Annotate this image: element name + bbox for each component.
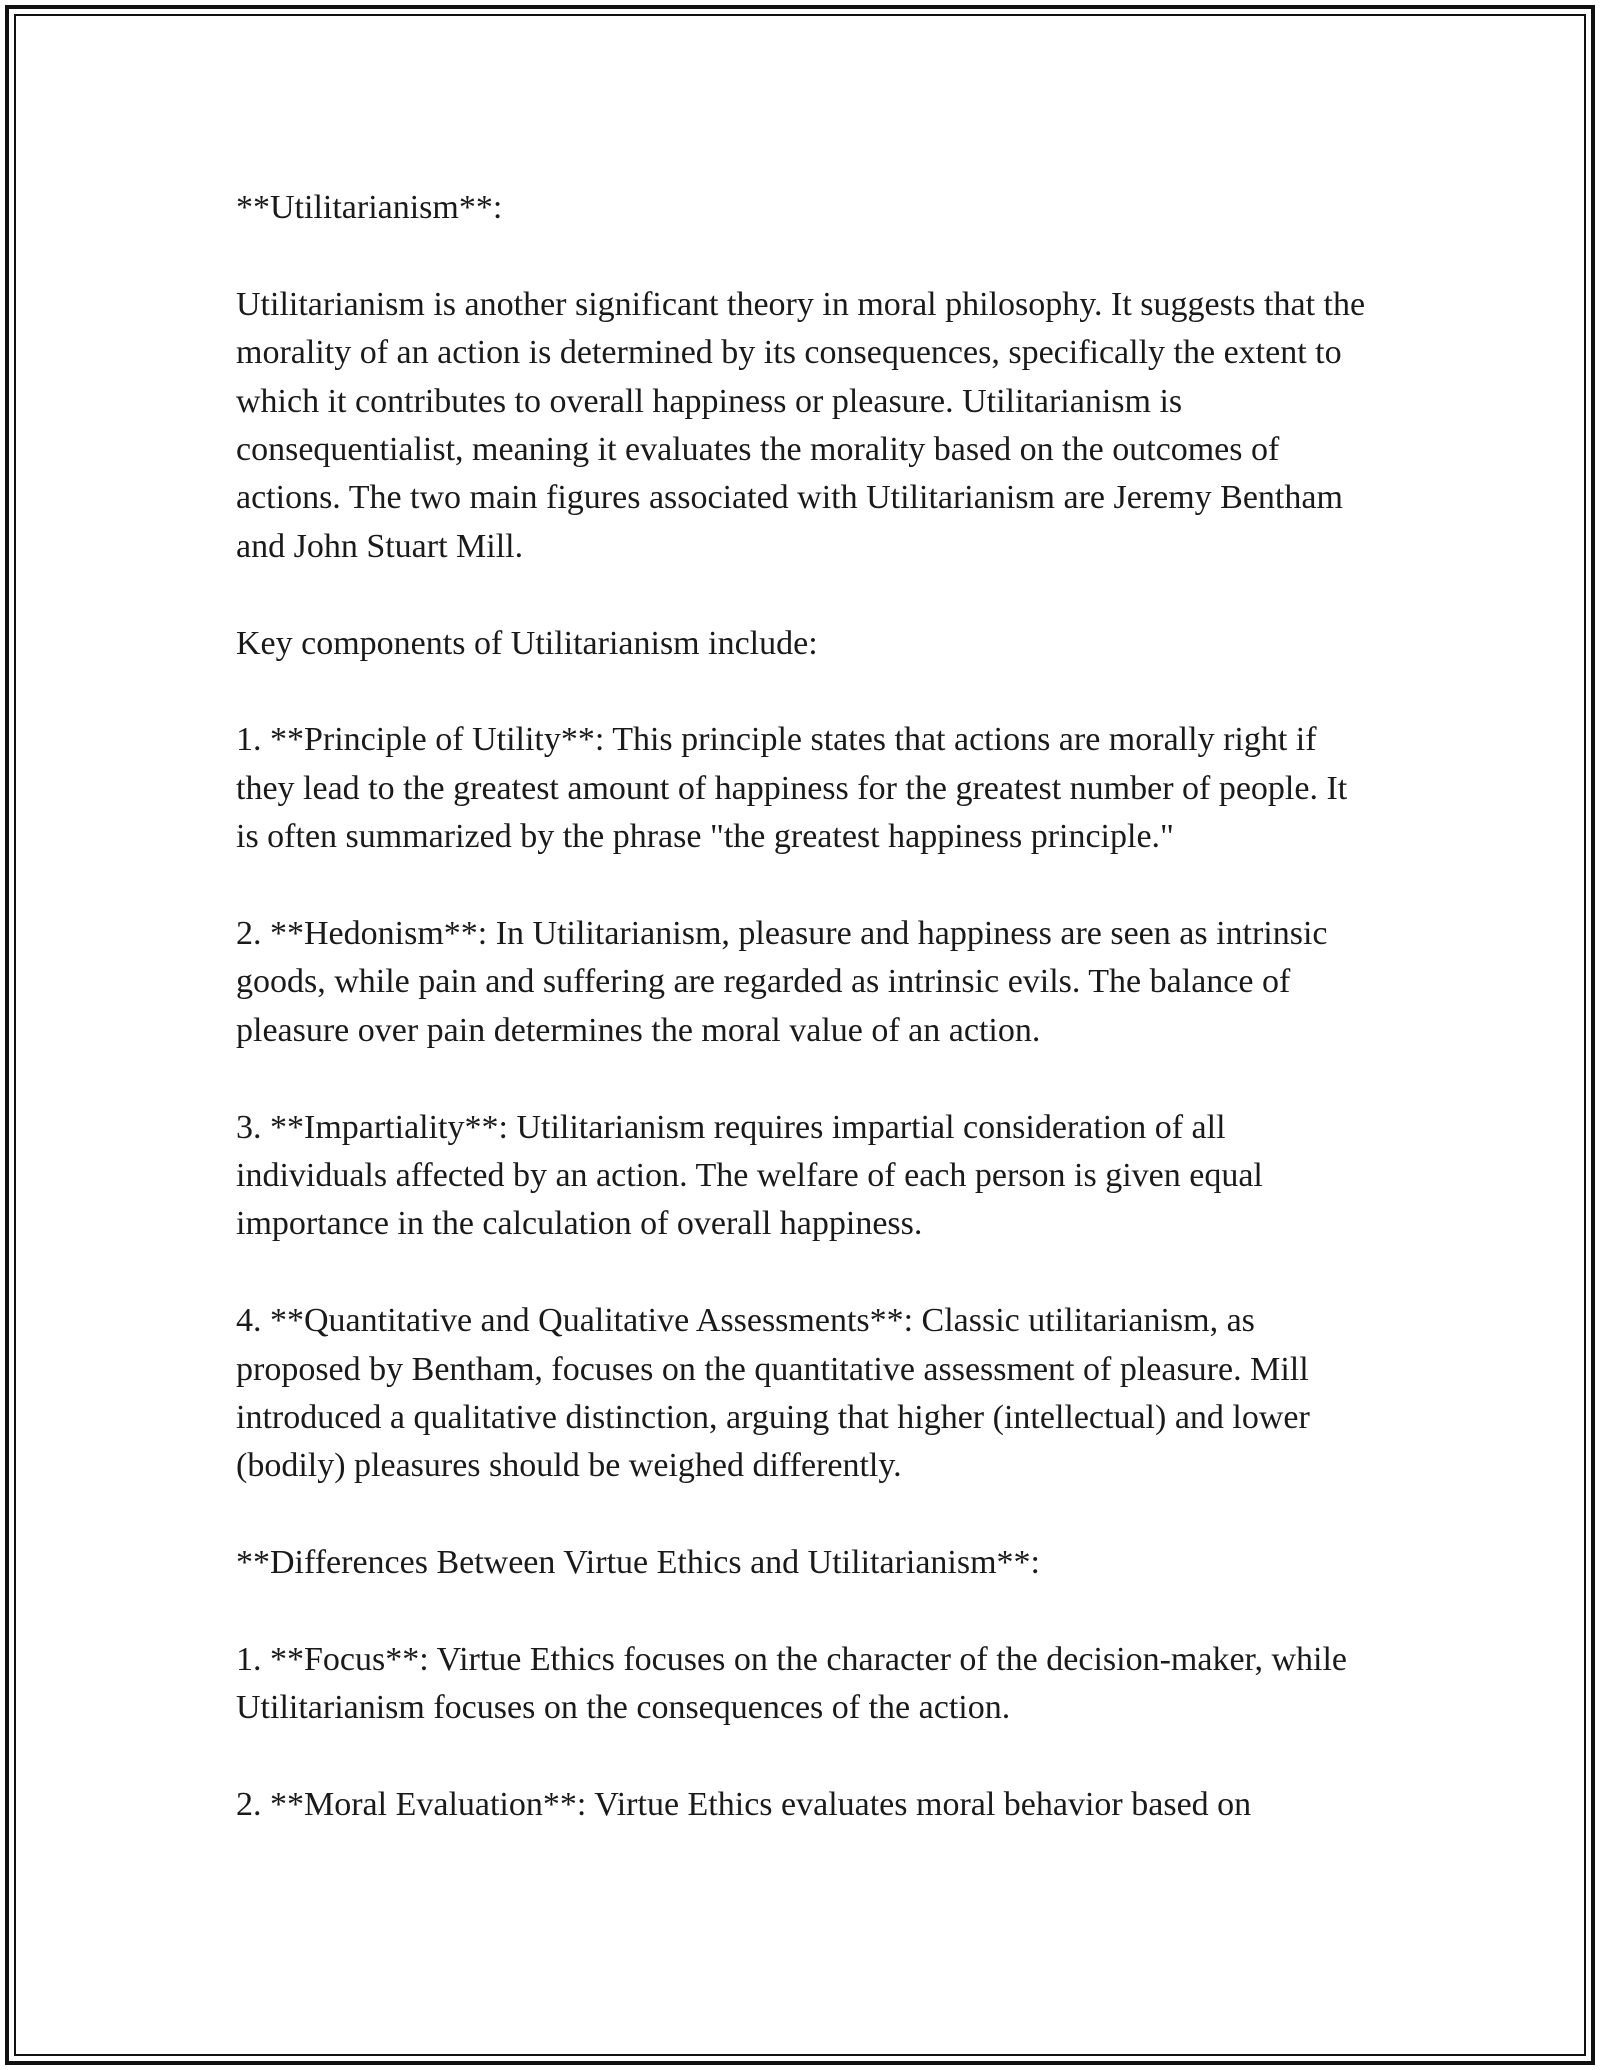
- list-item: 2. **Moral Evaluation**: Virtue Ethics evaluates moral behavior based on: [236, 1786, 1252, 1824]
- paragraph-gap: [236, 571, 1376, 619]
- section-heading: **Utilitarianism**:: [236, 189, 503, 226]
- paragraph-gap: [236, 668, 1376, 716]
- paragraph-gap: [236, 1588, 1376, 1636]
- document-body: [236, 184, 1376, 1830]
- list-item: 3. **Impartiality**: Utilitarianism requires impartial consideration of all individuals affected by an action. The welfare of each person is given equal importance in the calculation of overall happiness.: [236, 1108, 1263, 1243]
- list-item: 4. **Quantitative and Qualitative Assessments**: Classic utilitarianism, as proposed by Bentham, focuses on the quantitative assessment of pleasure. Mill introduced a qualitative distinction, arguing that higher (intellectual) and lower (bodily) pleasures should be weighed differently.: [236, 1302, 1310, 1485]
- paragraph-gap: [236, 1491, 1376, 1539]
- components-intro: Key components of Utilitarianism include:: [236, 624, 818, 662]
- paragraph-gap: [236, 232, 1376, 280]
- paragraph-gap: [236, 1055, 1376, 1103]
- paragraph-gap: [236, 1733, 1376, 1781]
- intro-paragraph: Utilitarianism is another significant theory in moral philosophy. It suggests that the morality of an action is determined by its consequences, specifically the extent to which it contributes to overall happiness or pleasure. Utilitarianism is consequentialist, meaning it evaluates the morality based on the outcomes of actions. The two main figures associated with Utilitarianism are Jeremy Bentham and John Stuart Mill.: [236, 285, 1366, 565]
- differences-heading: **Differences Between Virtue Ethics and Utilitarianism**:: [236, 1544, 1040, 1582]
- list-item: 1. **Focus**: Virtue Ethics focuses on the character of the decision-maker, while Utilitarianism focuses on the consequences of the action.: [236, 1641, 1348, 1727]
- paragraph-gap: [236, 862, 1376, 910]
- list-item: 2. **Hedonism**: In Utilitarianism, pleasure and happiness are seen as intrinsic goods, while pain and suffering are regarded as intrinsic evils. The balance of pleasure over pain determines the moral value of an action.: [236, 915, 1328, 1049]
- paragraph-gap: [236, 1249, 1376, 1297]
- list-item: 1. **Principle of Utility**: This principle states that actions are morally right if they lead to the greatest amount of happiness for the greatest number of people. It is often summarized by the phrase "the greatest happiness principle.": [236, 721, 1348, 856]
